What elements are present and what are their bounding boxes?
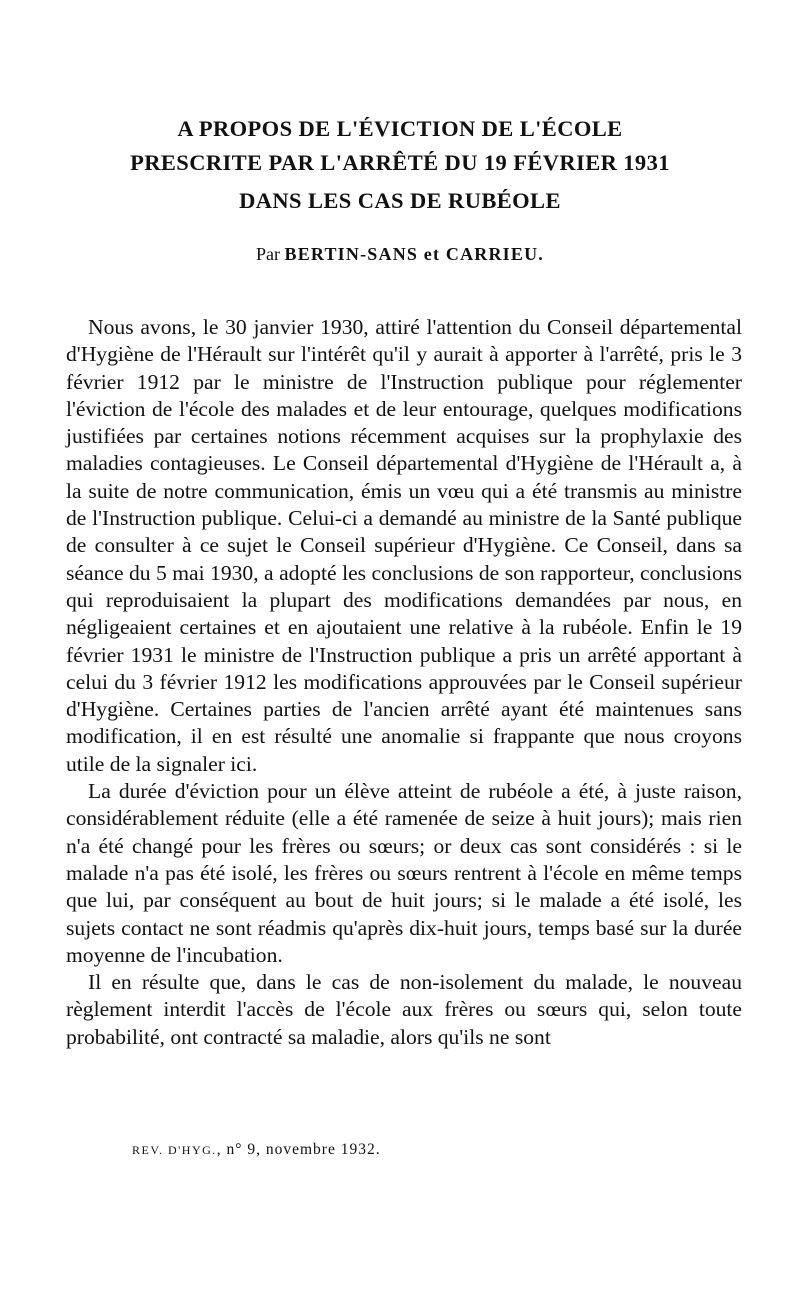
- page-footer-citation: [132, 1141, 381, 1159]
- byline-prefix: Par: [256, 244, 280, 264]
- footer-issue: , n° 9, novembre 1932.: [216, 1141, 381, 1158]
- footer-journal: REV. D'HYG.: [132, 1143, 217, 1157]
- article-title-line-3: DANS LES CAS DE RUBÉOLE: [239, 188, 561, 213]
- body-paragraph-2: La durée d'éviction pour un élève atteint de rubéole a été, à juste raison, considérablement réduite (elle a été ramenée de seize à huit jours); mais rien n'a été changé pour les frères ou sœurs; or deux cas sont considérés : si le malade n'a pas été isolé, les frères ou sœurs rentrent à l'école en même temps que lui, par conséquent au bout de huit jours; si le malade a été isolé, les sujets contact ne sont réadmis qu'après dix-huit jours, temps basé sur la durée moyenne de l'incubation.: [66, 779, 742, 967]
- byline: [0, 244, 800, 265]
- body-paragraph-3: Il en résulte que, dans le cas de non-isolement du malade, le nouveau règlement interdit l'accès de l'école aux frères ou sœurs qui, selon toute probabilité, ont contracté sa maladie, alors qu'ils ne sont: [66, 970, 742, 1049]
- byline-authors: BERTIN-SANS et CARRIEU.: [284, 244, 544, 264]
- body-paragraph-1: Nous avons, le 30 janvier 1930, attiré l'attention du Conseil départemental d'Hygiène de l'Hérault sur l'intérêt qu'il y aurait à apporter à l'arrêté, pris le 3 février 1912 par le ministre de l'Instruction publique pour réglementer l'éviction de l'école des malades et de leur entourage, quelques modifications justifiées par certaines notions récemment acquises sur la prophylaxie des maladies contagieuses. Le Conseil départemental d'Hygiène de l'Hérault a, à la suite de notre communication, émis un vœu qui a été transmis au ministre de l'Instruction publique. Celui-ci a demandé au ministre de la Santé publique de consulter à ce sujet le Conseil supérieur d'Hygiène. Ce Conseil, dans sa séance du 5 mai 1930, a adopté les conclusions de son rapporteur, conclusions qui reproduisaient la plupart des modifications demandées par nous, en négligeaient certaines et en ajoutaient une relative à la rubéole. Enfin le 19 février 1931 le ministre de l'Instruction publique a pris un arrêté apportant à celui du 3 février 1912 les modifications approuvées par le Conseil supérieur d'Hygiène. Certaines parties de l'ancien arrêté ayant été maintenues sans modification, il en est résulté une anomalie si frappante que nous croyons utile de la signaler ici.: [66, 315, 742, 776]
- article-body: [66, 314, 742, 1051]
- article-title-line-2: PRESCRITE PAR L'ARRÊTÉ DU 19 FÉVRIER 1931: [130, 150, 670, 175]
- article-title-line-1: A PROPOS DE L'ÉVICTION DE L'ÉCOLE: [177, 116, 623, 141]
